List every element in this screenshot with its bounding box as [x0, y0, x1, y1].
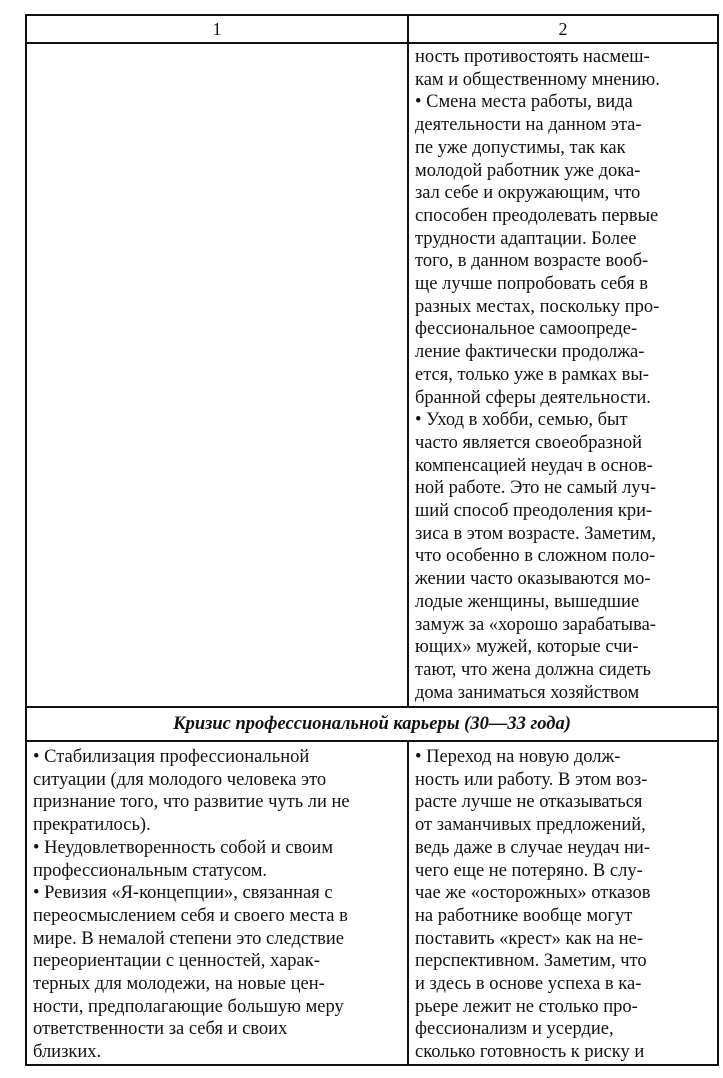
text-line: чего еще не потеряно. В слу-	[415, 860, 643, 881]
text-line: фессиональное самоопреде-	[415, 319, 638, 340]
text-line: • Ревизия «Я-концепции», связанная с	[33, 883, 333, 904]
section-header-row	[26, 707, 718, 741]
text-line: фессионализм и усердие,	[415, 1019, 614, 1040]
document-page	[25, 14, 717, 1070]
text-line: замуж за «хорошо зарабатыва-	[415, 614, 656, 635]
text-line: ющих» мужей, которые счи-	[415, 637, 639, 658]
text-line: сколько готовность к риску и	[415, 1042, 645, 1063]
text-line: того, в данном возрасте вооб-	[415, 251, 649, 272]
text-line: зал себе и окружающим, что	[415, 183, 641, 204]
column-1-header: 1	[26, 15, 408, 43]
text-line: дома заниматься хозяйством	[415, 682, 640, 703]
text-line: пе уже допустимы, так как	[415, 137, 626, 158]
career-crisis-table	[25, 14, 719, 1066]
left-text-cell	[26, 741, 408, 1065]
empty-left-cell	[26, 43, 408, 707]
text-line: и здесь в основе успеха в ка-	[415, 974, 642, 995]
text-line: разных местах, поскольку про-	[415, 296, 660, 317]
text-line: мире. В немалой степени это следствие	[33, 928, 345, 949]
text-line: деятельности на данном эта-	[415, 115, 642, 136]
text-line: ется, только уже в рамках вы-	[415, 364, 649, 385]
text-line: ности, предполагающие большую меру	[33, 996, 344, 1017]
text-line: • Смена места работы, вида	[415, 92, 633, 113]
text-line: • Неудовлетворенность собой и своим	[33, 837, 334, 858]
table-row	[26, 43, 718, 707]
column-2-header: 2	[408, 15, 718, 43]
crisis-title: Кризис профессиональной карьеры (30—33 года)	[26, 707, 718, 741]
table-row	[26, 741, 718, 1065]
text-line: ведь даже в случае неудач ни-	[415, 837, 650, 858]
text-line: ность противостоять насмеш-	[415, 47, 650, 67]
text-line: на работнике вообще могут	[415, 905, 633, 926]
text-line: ситуации (для молодого человека это	[33, 769, 327, 790]
text-line: поставить «крест» как на не-	[415, 928, 643, 949]
text-line: • Уход в хобби, семью, быт	[415, 410, 628, 431]
text-line: часто является своеобразной	[415, 432, 643, 453]
text-line: ление фактически продолжа-	[415, 342, 645, 363]
text-line: от заманчивых предложений,	[415, 815, 646, 836]
text-line: молодой работник уже дока-	[415, 160, 641, 181]
text-line: бранной сферы деятельности.	[415, 387, 651, 408]
text-line: зиса в этом возрасте. Заметим,	[415, 523, 656, 544]
text-line: • Стабилизация профессиональной	[33, 747, 310, 767]
text-line: ший способ преодоления кри-	[415, 501, 653, 522]
text-line: признание того, что развитие чуть ли не	[33, 792, 350, 813]
text-line: ной работе. Это не самый луч-	[415, 478, 657, 499]
text-line: терных для молодежи, на новые цен-	[33, 974, 325, 995]
text-line: перспективном. Заметим, что	[415, 951, 647, 972]
table-header-row	[26, 15, 718, 43]
right-text-cell	[408, 43, 718, 707]
text-line: профессиональным статусом.	[33, 860, 268, 881]
text-line: трудности адаптации. Более	[415, 228, 637, 249]
text-line: ность или работу. В этом воз-	[415, 769, 648, 790]
text-line: тают, что жена должна сидеть	[415, 659, 651, 680]
text-line: переосмыслением себя и своего места в	[33, 905, 348, 926]
text-line: жении часто оказываются мо-	[415, 569, 651, 590]
text-line: ответственности за себя и своих	[33, 1019, 288, 1040]
text-line: способен преодолевать первые	[415, 205, 659, 226]
text-line: компенсацией неудач в основ-	[415, 455, 653, 476]
text-line: переориентации с ценностей, харак-	[33, 951, 320, 972]
text-line: ще лучше попробовать себя в	[415, 274, 649, 295]
text-line: чае же «осторожных» отказов	[415, 883, 651, 904]
right-text-block	[409, 44, 717, 704]
text-line: • Переход на новую долж-	[415, 747, 621, 767]
right-text-cell	[408, 741, 718, 1065]
text-line: прекратилось).	[33, 815, 151, 836]
text-line: что особенно в сложном поло-	[415, 546, 656, 567]
text-line: близких.	[33, 1042, 102, 1063]
text-line: лодые женщины, вышедшие	[415, 591, 640, 612]
right-text-block	[409, 742, 717, 1064]
left-text-block	[27, 742, 407, 1064]
text-line: расте лучше не отказываться	[415, 792, 643, 813]
text-line: кам и общественному мнению.	[415, 69, 660, 90]
text-line: рьере лежит не столько про-	[415, 996, 638, 1017]
